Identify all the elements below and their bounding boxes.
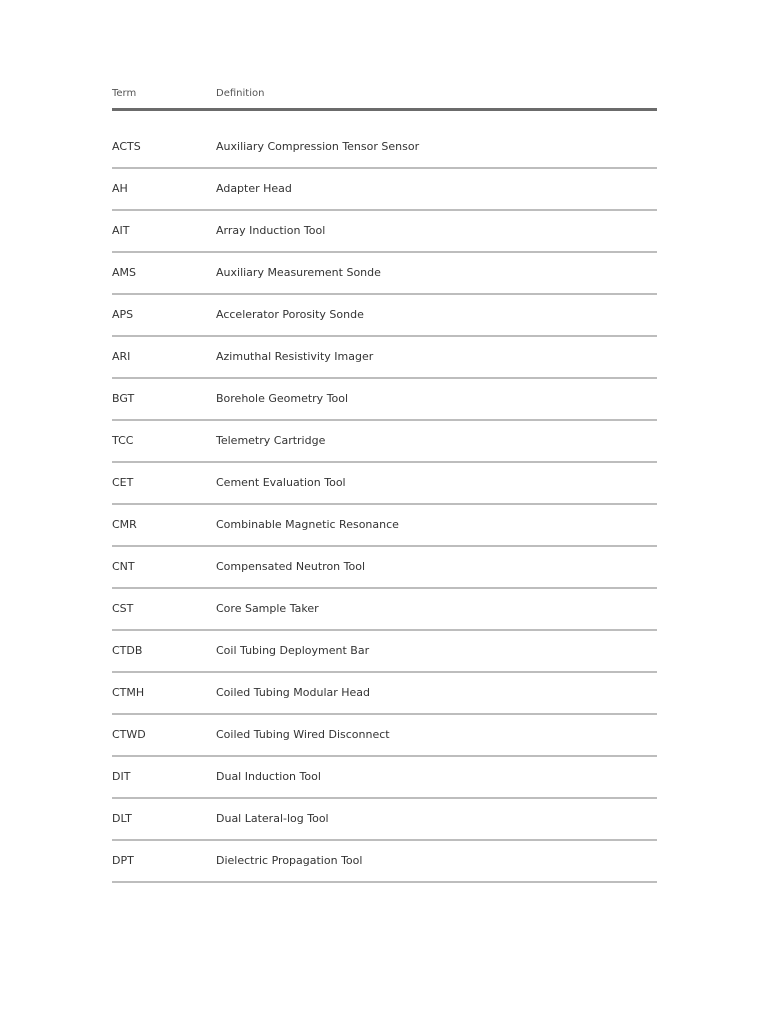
definition-cell: Dielectric Propagation Tool [216,854,363,867]
table-row [112,211,657,253]
table-row [112,169,657,211]
table-row [112,757,657,799]
definition-cell: Compensated Neutron Tool [216,560,366,573]
table-row [112,337,657,379]
term-cell: DPT [112,854,134,867]
table-body [112,127,657,883]
definition-cell: Coil Tubing Deployment Bar [216,644,370,657]
definition-cell: Adapter Head [216,182,292,195]
term-cell: CTDB [112,644,143,657]
term-cell: ACTS [112,140,141,153]
table-row [112,379,657,421]
table-row [112,463,657,505]
definition-cell: Coiled Tubing Wired Disconnect [216,728,390,741]
table-row [112,715,657,757]
table-row [112,421,657,463]
definition-cell: Telemetry Cartridge [216,434,326,447]
definition-cell: Auxiliary Measurement Sonde [216,266,381,279]
definition-cell: Combinable Magnetic Resonance [216,518,399,531]
table-row [112,631,657,673]
table-row [112,253,657,295]
term-cell: CTMH [112,686,145,699]
term-cell: AH [112,182,128,195]
term-cell: CTWD [112,728,146,741]
definition-cell: Azimuthal Resistivity Imager [216,350,374,363]
term-cell: CET [112,476,134,489]
term-cell: CNT [112,560,135,573]
definition-cell: Auxiliary Compression Tensor Sensor [216,140,420,153]
table-row [112,127,657,169]
table-row [112,841,657,883]
table-row [112,547,657,589]
definition-cell: Coiled Tubing Modular Head [216,686,371,699]
definition-cell: Core Sample Taker [216,602,319,615]
term-cell: TCC [112,434,134,447]
term-cell: CMR [112,518,137,531]
term-cell: AMS [112,266,136,279]
definition-column-header: Definition [216,88,265,99]
term-cell: APS [112,308,134,321]
term-cell: ARI [112,350,131,363]
term-cell: AIT [112,224,130,237]
table-row [112,799,657,841]
term-column-header: Term [112,88,137,99]
term-cell: BGT [112,392,135,405]
table-header [112,88,657,111]
term-cell: DIT [112,770,131,783]
table-row [112,295,657,337]
term-cell: CST [112,602,134,615]
table-row [112,589,657,631]
glossary-table [112,88,657,883]
definition-cell: Borehole Geometry Tool [216,392,349,405]
definition-cell: Cement Evaluation Tool [216,476,346,489]
definition-cell: Dual Lateral-log Tool [216,812,329,825]
table-row [112,673,657,715]
definition-cell: Array Induction Tool [216,224,326,237]
definition-cell: Accelerator Porosity Sonde [216,308,364,321]
term-cell: DLT [112,812,132,825]
definition-cell: Dual Induction Tool [216,770,321,783]
table-row [112,505,657,547]
